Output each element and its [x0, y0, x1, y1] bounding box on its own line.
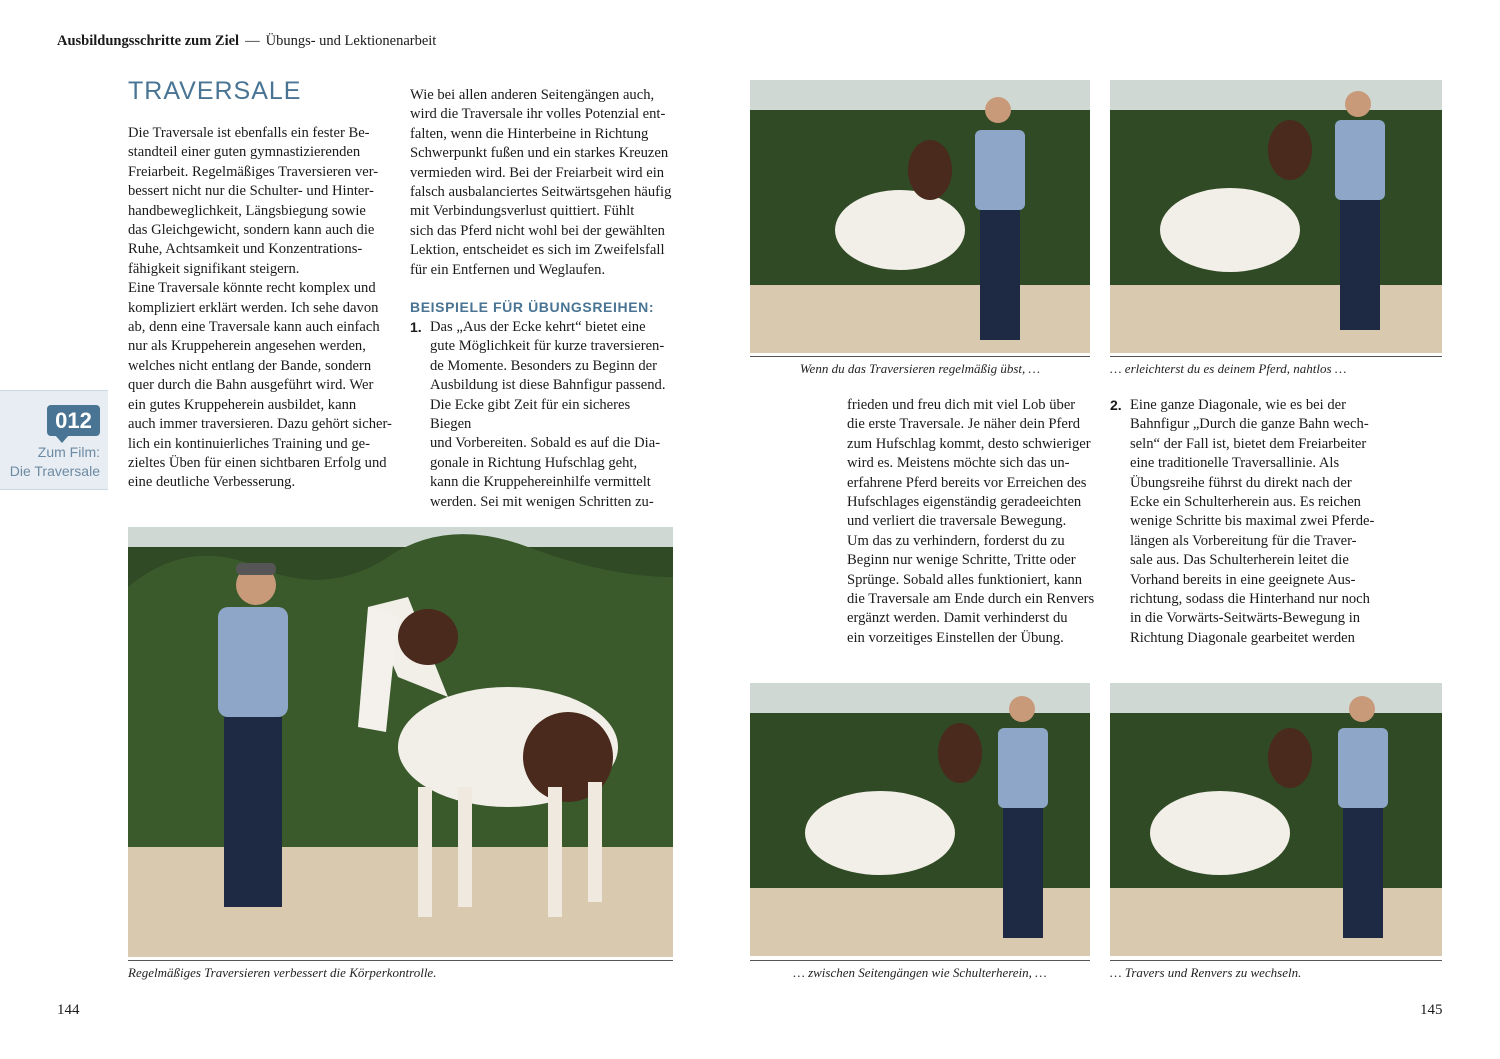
exercise-list [410, 318, 670, 512]
photo-horse-trainer [750, 80, 1090, 353]
film-reference[interactable] [0, 390, 108, 490]
photo-top-right [1110, 80, 1442, 353]
list-number: 2. [1110, 397, 1122, 413]
photo-horse-trainer [1110, 80, 1442, 353]
photo-horse-trainer [128, 527, 673, 957]
page-title: TRAVERSALE [128, 77, 302, 105]
caption-bottom-left: … zwischen Seitengängen wie Schulterherein, … [750, 960, 1090, 981]
section-title: Übungs- und Lektionenarbeit [265, 33, 437, 49]
photo-horse-trainer [750, 683, 1090, 956]
body-column-3 [847, 396, 1097, 648]
list-item [410, 318, 670, 512]
film-label-prefix: Zum Film: [37, 444, 100, 460]
main-photo-caption: Regelmäßiges Traversieren verbessert die Körperkontrolle. [128, 960, 673, 981]
list-item [1110, 396, 1375, 648]
list-text: Eine ganze Diagonale, wie es bei der Bahnfigur „Durch die ganze Bahn wech- seln“ der Fall ist, bietet dem Freiarbeiter eine traditionelle Traversallinie. Als Übungsreihe führst du direkt nach der Ecke ein Schulterherein aus. Es reichen wenige Schritte bis maximal zwei Pferde- längen als Vorbereitung für die Traver- sale aus. Das Schulterherein leitet die Vorhand bereits in eine geeignete Aus- richtung, sodass die Hinterhand nur noch in die Vorwärts-Seitwärts-Bewegung in Richtung Diagonale gearbeitet werden [1130, 397, 1375, 646]
body-column-1 [128, 124, 393, 493]
page-number-right: 145 [1420, 1002, 1443, 1018]
main-photo [128, 527, 673, 957]
film-number-badge: 012 [47, 405, 100, 436]
body-text: frieden und freu dich mit viel Lob über die erste Traversale. Je näher dein Pferd zum Hufschlag kommt, desto schwieriger wird es. Meistens möchte sich das un- erfahrene Pferd bereits vor Erreichen des Hufschlages eigenständig geradeeichten und verliert die traversale Bewegung. Um das zu verhindern, forderst du zu Beginn nur wenige Schritte, Tritte oder Sprünge. Sobald alles funktioniert, kann die Traversale am Ende durch ein Renvers ergänzt werden. Damit verhinderst du ein vorzeitiges Einstellen der Übung. [847, 397, 1095, 646]
list-text: Das „Aus der Ecke kehrt“ bietet eine gute Möglichkeit für kurze traversieren- de Momente. Besonders zu Beginn der Ausbildung ist diese Bahnfigur passend. Die Ecke gibt Zeit für ein sicheres Biegen und Vorbereiten. Sobald es auf die Dia- gonale in Richtung Hufschlag geht, kann die Kruppehereinhilfe vermittelt werden. Sei mit wenigen Schritten zu- [430, 319, 666, 510]
body-text: Wie bei allen anderen Seitengängen auch, wird die Traversale ihr volles Potenzial ent- falten, wenn die Hinterbeine in Richtung Schwerpunkt fußen und ein starkes Kreuzen vermieden wird. Bei der Freiarbeit wird ein falsch ausbalanciertes Seitwärtsgehen häufig mit Verbindungsverlust quittiert. Fühlt sich das Pferd nicht wohl bei der gewählten Lektion, entscheidet es sich im Zweifelsfall für ein Entfernen und Weglaufen. [410, 87, 672, 278]
photo-bottom-left [750, 683, 1090, 956]
running-head [57, 33, 436, 50]
list-number: 1. [410, 319, 422, 335]
caption-top-left: Wenn du das Traversieren regelmäßig übst, … [750, 356, 1090, 377]
caption-top-right: … erleichterst du es deinem Pferd, nahtlos … [1110, 356, 1442, 377]
photo-bottom-right [1110, 683, 1442, 956]
photo-top-left [750, 80, 1090, 353]
chapter-title: Ausbildungsschritte zum Ziel [57, 33, 240, 49]
body-column-4 [1110, 396, 1375, 648]
header-separator: — [245, 33, 260, 49]
body-column-2 [410, 86, 675, 280]
examples-heading: BEISPIELE FÜR ÜBUNGSREIHEN: [410, 299, 655, 315]
page-number-left: 144 [57, 1002, 80, 1018]
film-label [10, 443, 100, 481]
photo-horse-trainer [1110, 683, 1442, 956]
film-title: Die Traversale [9, 463, 100, 479]
body-text: Die Traversale ist ebenfalls ein fester Be- standteil einer guten gymnastizierenden Freiarbeit. Regelmäßiges Traversieren ver- bessert nicht nur die Schulter- und Hinter- handbeweglichkeit, Längsbiegung sowie das Gleichgewicht, sondern kann auch die Ruhe, Achtsamkeit und Konzentrations- fähigkeit signifikant steigern. Eine Traversale könnte recht komplex und kompliziert erklärt werden. Ich sehe davon ab, denn eine Traversale kann auch einfach nur als Kruppeherein angesehen werden, welches nicht entlang der Bande, sondern quer durch die Bahn ausgeführt wird. Wer ein gutes Kruppeherein ausbildet, kann auch immer traversieren. Dazu gehört sicher- lich ein kontinuierliches Training und ge- zieltes Üben für einen sichtbaren Erfolg und eine deutliche Verbesserung. [128, 125, 392, 491]
caption-bottom-right: … Travers und Renvers zu wechseln. [1110, 960, 1442, 981]
